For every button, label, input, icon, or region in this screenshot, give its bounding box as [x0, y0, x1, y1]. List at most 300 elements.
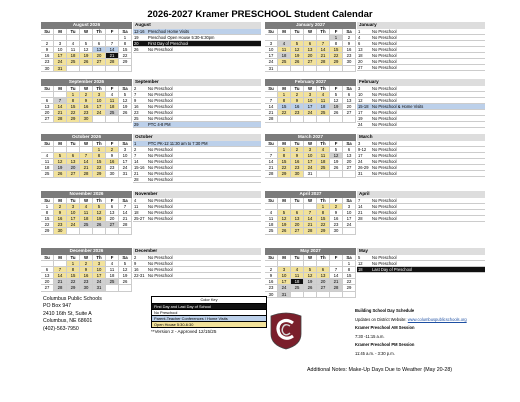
event-text: No Preschool [372, 152, 397, 158]
day-cell: 16 [291, 104, 304, 110]
day-cell: 9 [80, 98, 93, 104]
day-cell [291, 66, 304, 72]
day-cell: 7 [54, 98, 67, 104]
events-title: November [133, 191, 261, 198]
day-cell: 15 [278, 159, 291, 165]
day-cell: 4 [106, 92, 119, 98]
updates-label: Updates on District Website: [355, 316, 407, 322]
event-date: 20 [133, 41, 147, 46]
day-cell: 28 [265, 116, 278, 122]
events-title: January [357, 22, 485, 29]
day-cell: 9 [106, 153, 119, 159]
event-text: First Day of Preschool [148, 40, 189, 46]
weekday-header: Th [93, 86, 106, 92]
day-cell: 8 [67, 267, 80, 273]
day-cell: 16 [330, 216, 343, 222]
month-calendar [265, 22, 356, 72]
day-cell: 18 [80, 216, 93, 222]
day-cell: 4 [278, 41, 291, 47]
weekday-header: Th [93, 198, 106, 204]
day-cell: 13 [41, 104, 54, 110]
weekday-header: Tu [67, 198, 80, 204]
event-text: No Preschool [372, 164, 397, 170]
month-events [357, 22, 485, 71]
day-cell: 19 [93, 216, 106, 222]
day-cell: 14 [80, 159, 93, 165]
color-key-item: First Day and Last Day of School [151, 304, 267, 310]
events-title: May [357, 248, 485, 255]
day-cell: 28 [80, 171, 93, 177]
district-website-link[interactable]: www.columbuspublicschools.org [407, 316, 467, 322]
event-row [357, 65, 485, 71]
day-cell: 5 [80, 41, 93, 47]
event-date: 12-16 [133, 29, 147, 34]
weekday-header: M [54, 29, 67, 35]
day-cell: 5 [278, 210, 291, 216]
event-date: 3 [358, 140, 361, 146]
day-cell: 5 [119, 261, 132, 267]
pm-session-title: Kramer Preschool PM Session [355, 342, 415, 347]
day-cell: 31 [278, 292, 291, 298]
weekday-header: F [106, 86, 119, 92]
day-cell: 13 [106, 210, 119, 216]
day-cell: 10 [265, 47, 278, 53]
weekday-header: Su [41, 141, 54, 147]
day-cell: 12 [278, 216, 291, 222]
event-text: No Preschool [148, 115, 173, 121]
day-cell: 17 [54, 53, 67, 59]
day-cell: 20 [343, 159, 356, 165]
day-cell: 29 [343, 285, 356, 291]
event-text: No Preschool [372, 64, 397, 70]
event-text: No Preschool [372, 91, 397, 97]
day-cell [330, 292, 343, 298]
day-cell: 16 [291, 159, 304, 165]
day-cell: 2 [291, 92, 304, 98]
day-cell: 4 [317, 147, 330, 153]
day-cell: 5 [54, 153, 67, 159]
month-events [133, 134, 261, 183]
event-date: 18 [134, 209, 139, 215]
day-cell: 1 [67, 261, 80, 267]
month-events [357, 191, 485, 222]
school-day-schedule [355, 307, 505, 358]
calendar-row [41, 134, 481, 188]
day-cell: 6 [317, 267, 330, 273]
event-date: 15-18 [357, 104, 371, 109]
day-cell: 9 [291, 153, 304, 159]
day-cell: 13 [93, 47, 106, 53]
event-text: No Preschool [372, 170, 397, 176]
day-cell: 25 [80, 222, 93, 228]
event-text: No Preschool [372, 197, 397, 203]
month-events [357, 134, 485, 177]
month-title: May 2027 [265, 248, 356, 255]
event-date: 14 [134, 158, 139, 164]
event-text: No Preschool [148, 109, 173, 115]
event-date: 6 [358, 40, 361, 46]
day-cell: 25 [106, 110, 119, 116]
day-cell: 17 [67, 216, 80, 222]
day-cell: 6 [41, 98, 54, 104]
day-cell [291, 292, 304, 298]
event-date: 21 [358, 209, 363, 215]
event-text: No Preschool [372, 46, 397, 52]
month-events [133, 191, 261, 222]
event-date: 5 [358, 254, 361, 260]
event-date: 9-12 [358, 146, 367, 152]
day-cell: 3 [304, 147, 317, 153]
day-cell [304, 66, 317, 72]
day-cell: 22 [67, 279, 80, 285]
day-cell: 2 [343, 35, 356, 41]
event-text: No Preschool [372, 58, 397, 64]
day-cell: 21 [54, 110, 67, 116]
day-cell: 12 [330, 98, 343, 104]
weekday-header: F [106, 198, 119, 204]
month-calendar [41, 248, 132, 292]
day-cell: 11 [106, 267, 119, 273]
day-cell [93, 116, 106, 122]
day-cell: 11 [317, 153, 330, 159]
day-cell: 28 [304, 228, 317, 234]
day-cell: 20 [343, 104, 356, 110]
day-cell: 22 [41, 222, 54, 228]
event-date: 19 [358, 115, 363, 121]
day-cell: 3 [119, 147, 132, 153]
weekday-header: Sa [343, 198, 356, 204]
day-cell: 31 [265, 66, 278, 72]
event-date: 2 [134, 254, 137, 260]
day-cell: 30 [80, 116, 93, 122]
day-cell: 20 [317, 279, 330, 285]
day-cell [330, 171, 343, 177]
day-cell: 29 [67, 285, 80, 291]
event-date: 14 [358, 203, 363, 209]
day-cell: 10 [67, 210, 80, 216]
events-title: February [357, 79, 485, 86]
school-logo [268, 312, 304, 350]
event-date: 15-16 [134, 164, 145, 170]
am-session-title: Kramer Preschool AM Session [355, 325, 415, 330]
day-cell: 19 [54, 165, 67, 171]
weekday-header: Th [317, 86, 330, 92]
day-cell: 1 [93, 147, 106, 153]
event-date: 26 [134, 46, 139, 52]
day-cell: 8 [41, 210, 54, 216]
day-cell: 19 [119, 273, 132, 279]
event-row [357, 216, 485, 222]
day-cell: 24 [54, 59, 67, 65]
day-cell: 25 [265, 228, 278, 234]
day-cell: 1 [278, 147, 291, 153]
event-date: 12 [358, 260, 363, 266]
day-cell [278, 66, 291, 72]
color-key-item: Parent-Teacher Conferences / Home Visits [151, 316, 267, 322]
address-block [43, 296, 102, 333]
day-cell: 28 [119, 222, 132, 228]
day-cell: 23 [265, 285, 278, 291]
day-cell: 12 [54, 159, 67, 165]
event-row [133, 122, 261, 128]
day-cell: 3 [67, 204, 80, 210]
event-text: No Preschool [148, 266, 173, 272]
day-cell: 3 [93, 92, 106, 98]
events-title: August [133, 22, 261, 29]
month-title: November 2026 [41, 191, 132, 198]
event-text: No Preschool [372, 34, 397, 40]
weekday-header: Th [317, 198, 330, 204]
day-cell: 4 [291, 267, 304, 273]
day-cell: 15 [330, 47, 343, 53]
month-calendar [41, 79, 132, 123]
day-cell [278, 116, 291, 122]
weekday-header: F [330, 141, 343, 147]
day-cell: 23 [291, 110, 304, 116]
event-text: No Preschool [372, 209, 397, 215]
day-cell: 20 [106, 216, 119, 222]
event-date: 7 [358, 197, 361, 203]
events-title: March [357, 134, 485, 141]
event-text: No Preschool [148, 176, 173, 182]
day-cell: 31 [304, 171, 317, 177]
day-cell: 9 [54, 210, 67, 216]
weekday-header: Tu [67, 29, 80, 35]
day-cell: 11 [291, 273, 304, 279]
day-cell: 31 [119, 171, 132, 177]
event-row [133, 47, 261, 53]
day-cell: 14 [330, 273, 343, 279]
day-cell: 1 [41, 204, 54, 210]
event-date: 20 [358, 58, 363, 64]
day-cell: 7 [265, 98, 278, 104]
day-cell: 9 [343, 41, 356, 47]
weekday-header: Sa [343, 29, 356, 35]
day-cell: 11 [106, 98, 119, 104]
weekday-header: F [330, 255, 343, 261]
day-cell: 20 [41, 279, 54, 285]
day-cell [119, 228, 132, 234]
day-cell: 2 [54, 204, 67, 210]
day-cell: 27 [93, 59, 106, 65]
day-cell: 25 [41, 171, 54, 177]
weekday-header: M [278, 255, 291, 261]
day-cell: 19 [330, 104, 343, 110]
event-text: No Preschool [148, 103, 173, 109]
event-text: No Preschool [148, 164, 173, 170]
weekday-header: Tu [67, 255, 80, 261]
weekday-header: M [278, 198, 291, 204]
day-cell: 15 [317, 216, 330, 222]
day-cell: 8 [119, 41, 132, 47]
month-title: January 2027 [265, 22, 356, 29]
day-cell: 8 [330, 41, 343, 47]
month-title: March 2027 [265, 134, 356, 141]
weekday-header: F [106, 255, 119, 261]
day-cell: 24 [119, 165, 132, 171]
day-cell: 30 [291, 171, 304, 177]
day-cell: 17 [119, 159, 132, 165]
day-cell: 16 [80, 273, 93, 279]
day-cell: 13 [304, 47, 317, 53]
weekday-header: Su [265, 86, 278, 92]
weekday-header: Tu [67, 141, 80, 147]
weekday-header: Su [265, 255, 278, 261]
weekday-header: W [80, 198, 93, 204]
day-cell: 19 [278, 222, 291, 228]
event-text: No Preschool [372, 203, 397, 209]
day-cell: 21 [304, 222, 317, 228]
day-cell: 21 [317, 53, 330, 59]
weekday-header: Th [93, 29, 106, 35]
day-cell: 15 [119, 47, 132, 53]
pm-session-time: 11:45 a.m. - 3:30 p.m. [355, 350, 395, 356]
month-calendar [265, 79, 356, 123]
event-date: 25-27 [134, 215, 145, 221]
day-cell: 26 [278, 228, 291, 234]
event-date: 31 [358, 170, 363, 176]
event-date: 10 [358, 91, 363, 97]
day-cell [304, 116, 317, 122]
day-cell: 16 [265, 279, 278, 285]
event-row [357, 267, 485, 273]
day-cell: 7 [317, 41, 330, 47]
event-date: 27 [358, 64, 363, 70]
month-title: April 2027 [265, 191, 356, 198]
day-cell: 29 [119, 59, 132, 65]
day-cell [80, 66, 93, 72]
event-text: No Preschool [372, 40, 397, 46]
day-cell: 23 [54, 222, 67, 228]
day-cell: 23 [106, 165, 119, 171]
day-cell: 11 [41, 159, 54, 165]
day-cell: 5 [330, 92, 343, 98]
day-cell: 24 [304, 110, 317, 116]
address-line: Columbus Public Schools [43, 296, 102, 302]
day-cell: 27 [106, 222, 119, 228]
event-text: No Preschool [372, 121, 397, 127]
color-key-item: No Preschool [151, 310, 267, 316]
day-cell: 26 [330, 165, 343, 171]
weekday-header: Th [317, 255, 330, 261]
event-text: No Preschool [148, 91, 173, 97]
day-cell: 17 [265, 53, 278, 59]
day-cell: 26 [304, 285, 317, 291]
event-text: No Preschool [148, 97, 173, 103]
events-title: October [133, 134, 261, 141]
day-cell: 5 [93, 204, 106, 210]
day-cell [119, 285, 132, 291]
day-cell: 18 [291, 279, 304, 285]
event-text: No Preschool [372, 109, 397, 115]
day-cell: 2 [330, 204, 343, 210]
day-cell: 7 [265, 153, 278, 159]
event-text: Preschool Open House 5:30-6:30pm [148, 34, 215, 40]
day-cell [93, 66, 106, 72]
day-cell: 26 [119, 279, 132, 285]
day-cell: 24 [67, 222, 80, 228]
event-text: No Preschool [148, 158, 173, 164]
day-cell [343, 228, 356, 234]
event-text: No Preschool [372, 97, 397, 103]
day-cell: 30 [265, 292, 278, 298]
day-cell: 4 [106, 261, 119, 267]
event-text: No Preschool [372, 85, 397, 91]
day-cell: 6 [343, 92, 356, 98]
day-cell: 20 [41, 110, 54, 116]
event-date: 21 [134, 170, 139, 176]
month-calendar [265, 248, 356, 298]
event-text: No Preschool [148, 209, 173, 215]
event-date: 12 [358, 97, 363, 103]
calendar-row [41, 79, 481, 133]
day-cell: 28 [317, 59, 330, 65]
day-cell: 8 [93, 153, 106, 159]
event-date: 16 [134, 266, 139, 272]
event-date: 29 [133, 122, 147, 127]
schedule-title: Building School Day Schedule [355, 308, 415, 313]
day-cell: 4 [317, 92, 330, 98]
event-row [133, 273, 261, 279]
day-cell: 17 [304, 159, 317, 165]
day-cell: 22 [343, 279, 356, 285]
event-date: 25 [134, 115, 139, 121]
event-date: 1 [133, 141, 147, 146]
address-line: 2410 16th St, Suite A [43, 310, 92, 317]
event-date: 24 [358, 158, 363, 164]
day-cell: 2 [265, 267, 278, 273]
day-cell: 26 [54, 171, 67, 177]
day-cell: 8 [67, 98, 80, 104]
event-text: Preschool Home Visits [147, 29, 261, 34]
weekday-header: M [54, 198, 67, 204]
day-cell [119, 116, 132, 122]
weekday-header: Tu [291, 29, 304, 35]
day-cell: 16 [106, 159, 119, 165]
month-title: February 2027 [265, 79, 356, 86]
address-line: (402)-563-7950 [43, 325, 79, 332]
event-date: 28 [358, 215, 363, 221]
weekday-header: Th [317, 141, 330, 147]
weekday-header: Th [93, 255, 106, 261]
day-cell [330, 66, 343, 72]
day-cell: 28 [54, 285, 67, 291]
day-cell [106, 228, 119, 234]
am-session-time: 7:30 -11:15 a.m. [355, 333, 385, 339]
weekday-header: Sa [343, 255, 356, 261]
day-cell [330, 116, 343, 122]
event-text: No Preschool [148, 260, 173, 266]
weekday-header: Sa [343, 141, 356, 147]
weekday-header: F [330, 29, 343, 35]
month-events [133, 22, 261, 53]
weekday-header: W [304, 86, 317, 92]
day-cell: 9 [41, 47, 54, 53]
day-cell: 6 [41, 267, 54, 273]
weekday-header: Sa [119, 29, 132, 35]
day-cell: 27 [291, 228, 304, 234]
day-cell: 26 [80, 59, 93, 65]
month-events [357, 248, 485, 273]
event-text: No Preschool [372, 140, 397, 146]
day-cell [106, 66, 119, 72]
day-cell: 21 [80, 165, 93, 171]
day-cell: 15 [67, 104, 80, 110]
day-cell: 2 [41, 41, 54, 47]
event-text: PTC PK-12 11:30 am to 7:30 PM [147, 141, 261, 146]
day-cell [106, 285, 119, 291]
day-cell: 12 [291, 47, 304, 53]
